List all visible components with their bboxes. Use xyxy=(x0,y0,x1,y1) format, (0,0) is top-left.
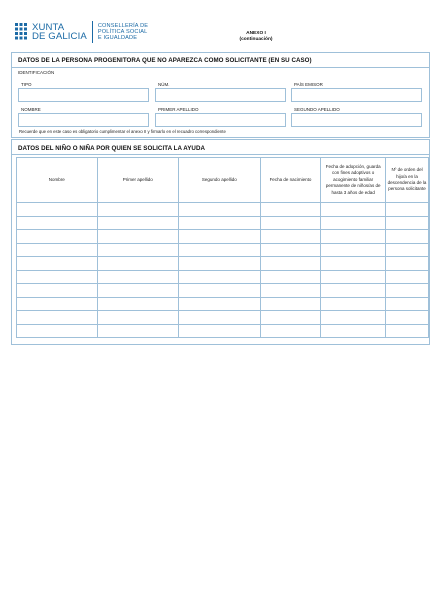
cell-segundo-apellido[interactable] xyxy=(179,324,261,338)
cell-fecha-adopcion[interactable] xyxy=(321,297,386,311)
cell-segundo-apellido[interactable] xyxy=(179,270,261,284)
cell-numero-orden[interactable] xyxy=(386,243,429,257)
cell-primer-apellido[interactable] xyxy=(97,324,179,338)
cell-fecha-adopcion[interactable] xyxy=(321,324,386,338)
annex-title: ANEXO I xyxy=(246,31,266,36)
identification-label: IDENTIFICACIÓN xyxy=(18,70,55,75)
cell-fecha-nacimiento[interactable] xyxy=(260,230,321,244)
table-row xyxy=(17,297,429,311)
logo-divider xyxy=(92,21,93,43)
section1-title: DATOS DE LA PERSONA PROGENITORA QUE NO APAREZCA COMO SOLICITANTE (EN SU CASO) xyxy=(18,57,312,64)
cell-segundo-apellido[interactable] xyxy=(179,230,261,244)
col-fecha-adopcion: Fecha de adopción, guarda con fines adoptivos o acogimiento familiar permanente de niños/as de hasta 3 años de edad xyxy=(321,158,386,203)
cell-fecha-adopcion[interactable] xyxy=(321,216,386,230)
dept-line-2: POLÍTICA SOCIAL xyxy=(97,28,148,35)
table-row xyxy=(17,243,429,257)
cell-nombre[interactable] xyxy=(17,230,98,244)
cell-primer-apellido[interactable] xyxy=(97,203,179,217)
num-field[interactable] xyxy=(155,88,286,102)
cell-numero-orden[interactable] xyxy=(386,324,429,338)
cell-nombre[interactable] xyxy=(17,284,98,298)
cell-primer-apellido[interactable] xyxy=(97,257,179,271)
logo-line-2: DE GALICIA xyxy=(32,31,87,42)
dept-line-1: CONSELLERÍA DE xyxy=(97,22,149,29)
segundo-apellido-field[interactable] xyxy=(291,113,422,127)
cell-numero-orden[interactable] xyxy=(386,284,429,298)
col-primer-apellido: Primer apellido xyxy=(97,158,179,203)
col-nombre: Nombre xyxy=(17,158,98,203)
cell-nombre[interactable] xyxy=(17,257,98,271)
cell-fecha-adopcion[interactable] xyxy=(321,243,386,257)
cell-segundo-apellido[interactable] xyxy=(179,284,261,298)
cell-segundo-apellido[interactable] xyxy=(179,243,261,257)
cell-nombre[interactable] xyxy=(17,216,98,230)
logo-line-1: XUNTA xyxy=(32,21,65,33)
department-name xyxy=(98,23,148,42)
cell-segundo-apellido[interactable] xyxy=(179,311,261,325)
cell-nombre[interactable] xyxy=(17,243,98,257)
cell-segundo-apellido[interactable] xyxy=(179,257,261,271)
cell-segundo-apellido[interactable] xyxy=(179,216,261,230)
primer-apellido-label: PRIMER APELLIDO xyxy=(158,107,199,112)
cell-primer-apellido[interactable] xyxy=(97,230,179,244)
cell-primer-apellido[interactable] xyxy=(97,297,179,311)
cell-segundo-apellido[interactable] xyxy=(179,297,261,311)
tipo-label: TIPO xyxy=(21,82,32,87)
nombre-label: NOMBRE xyxy=(21,107,41,112)
cell-primer-apellido[interactable] xyxy=(97,243,179,257)
table-row xyxy=(17,284,429,298)
cell-numero-orden[interactable] xyxy=(386,203,429,217)
num-label: NÚM. xyxy=(158,82,170,87)
segundo-apellido-label: SEGUNDO APELLIDO xyxy=(294,107,340,112)
xunta-logo xyxy=(14,19,164,45)
cell-numero-orden[interactable] xyxy=(386,311,429,325)
nombre-field[interactable] xyxy=(18,113,149,127)
cell-numero-orden[interactable] xyxy=(386,270,429,284)
section2-divider xyxy=(12,154,429,155)
cell-fecha-adopcion[interactable] xyxy=(321,270,386,284)
section2-title: DATOS DEL NIÑO O NIÑA POR QUIEN SE SOLICITA LA AYUDA xyxy=(18,145,205,152)
col-fecha-nacimiento: Fecha de nacimiento xyxy=(260,158,321,203)
primer-apellido-field[interactable] xyxy=(155,113,286,127)
page-header xyxy=(14,19,434,47)
table-row xyxy=(17,311,429,325)
table-row xyxy=(17,257,429,271)
parent-data-section xyxy=(11,52,430,138)
table-row xyxy=(17,216,429,230)
dept-line-3: E IGUALDADE xyxy=(97,35,138,42)
cell-numero-orden[interactable] xyxy=(386,297,429,311)
cell-fecha-nacimiento[interactable] xyxy=(260,284,321,298)
cell-fecha-adopcion[interactable] xyxy=(321,230,386,244)
cell-primer-apellido[interactable] xyxy=(97,284,179,298)
table-row xyxy=(17,230,429,244)
table-row xyxy=(17,270,429,284)
table-row xyxy=(17,203,429,217)
cell-nombre[interactable] xyxy=(17,324,98,338)
obligation-note: Recuerde que en este caso es obligatorio cumplimentar el anexo II y firmarlo en el recuadro correspondiente xyxy=(19,129,226,134)
col-segundo-apellido: Segundo apellido xyxy=(179,158,261,203)
child-data-section xyxy=(11,139,430,345)
cell-fecha-adopcion[interactable] xyxy=(321,203,386,217)
children-table xyxy=(16,157,429,338)
cell-nombre[interactable] xyxy=(17,311,98,325)
cell-primer-apellido[interactable] xyxy=(97,270,179,284)
pais-emisor-label: PAÍS EMISOR xyxy=(294,82,323,87)
cell-fecha-nacimiento[interactable] xyxy=(260,311,321,325)
cell-nombre[interactable] xyxy=(17,203,98,217)
cell-numero-orden[interactable] xyxy=(386,257,429,271)
cell-fecha-nacimiento[interactable] xyxy=(260,243,321,257)
cell-primer-apellido[interactable] xyxy=(97,311,179,325)
table-row xyxy=(17,324,429,338)
children-table-header xyxy=(17,158,429,203)
logo-wordmark xyxy=(32,23,87,42)
cell-fecha-nacimiento[interactable] xyxy=(260,297,321,311)
cell-nombre[interactable] xyxy=(17,270,98,284)
cell-numero-orden[interactable] xyxy=(386,216,429,230)
annex-subtitle: (continuación) xyxy=(239,37,273,42)
tipo-field[interactable] xyxy=(18,88,149,102)
annex-heading xyxy=(220,31,292,43)
cell-fecha-adopcion[interactable] xyxy=(321,284,386,298)
cell-fecha-adopcion[interactable] xyxy=(321,257,386,271)
pais-emisor-field[interactable] xyxy=(291,88,422,102)
cell-fecha-nacimiento[interactable] xyxy=(260,203,321,217)
cell-fecha-nacimiento[interactable] xyxy=(260,270,321,284)
cell-fecha-adopcion[interactable] xyxy=(321,311,386,325)
cell-fecha-nacimiento[interactable] xyxy=(260,216,321,230)
cell-primer-apellido[interactable] xyxy=(97,216,179,230)
cell-segundo-apellido[interactable] xyxy=(179,203,261,217)
xunta-emblem-icon xyxy=(14,22,28,42)
col-numero-orden: Nº de orden del hijo/a en la descendencia de la persona solicitante xyxy=(386,158,429,203)
cell-nombre[interactable] xyxy=(17,297,98,311)
cell-fecha-nacimiento[interactable] xyxy=(260,257,321,271)
cell-fecha-nacimiento[interactable] xyxy=(260,324,321,338)
cell-numero-orden[interactable] xyxy=(386,230,429,244)
section1-divider xyxy=(12,67,429,68)
